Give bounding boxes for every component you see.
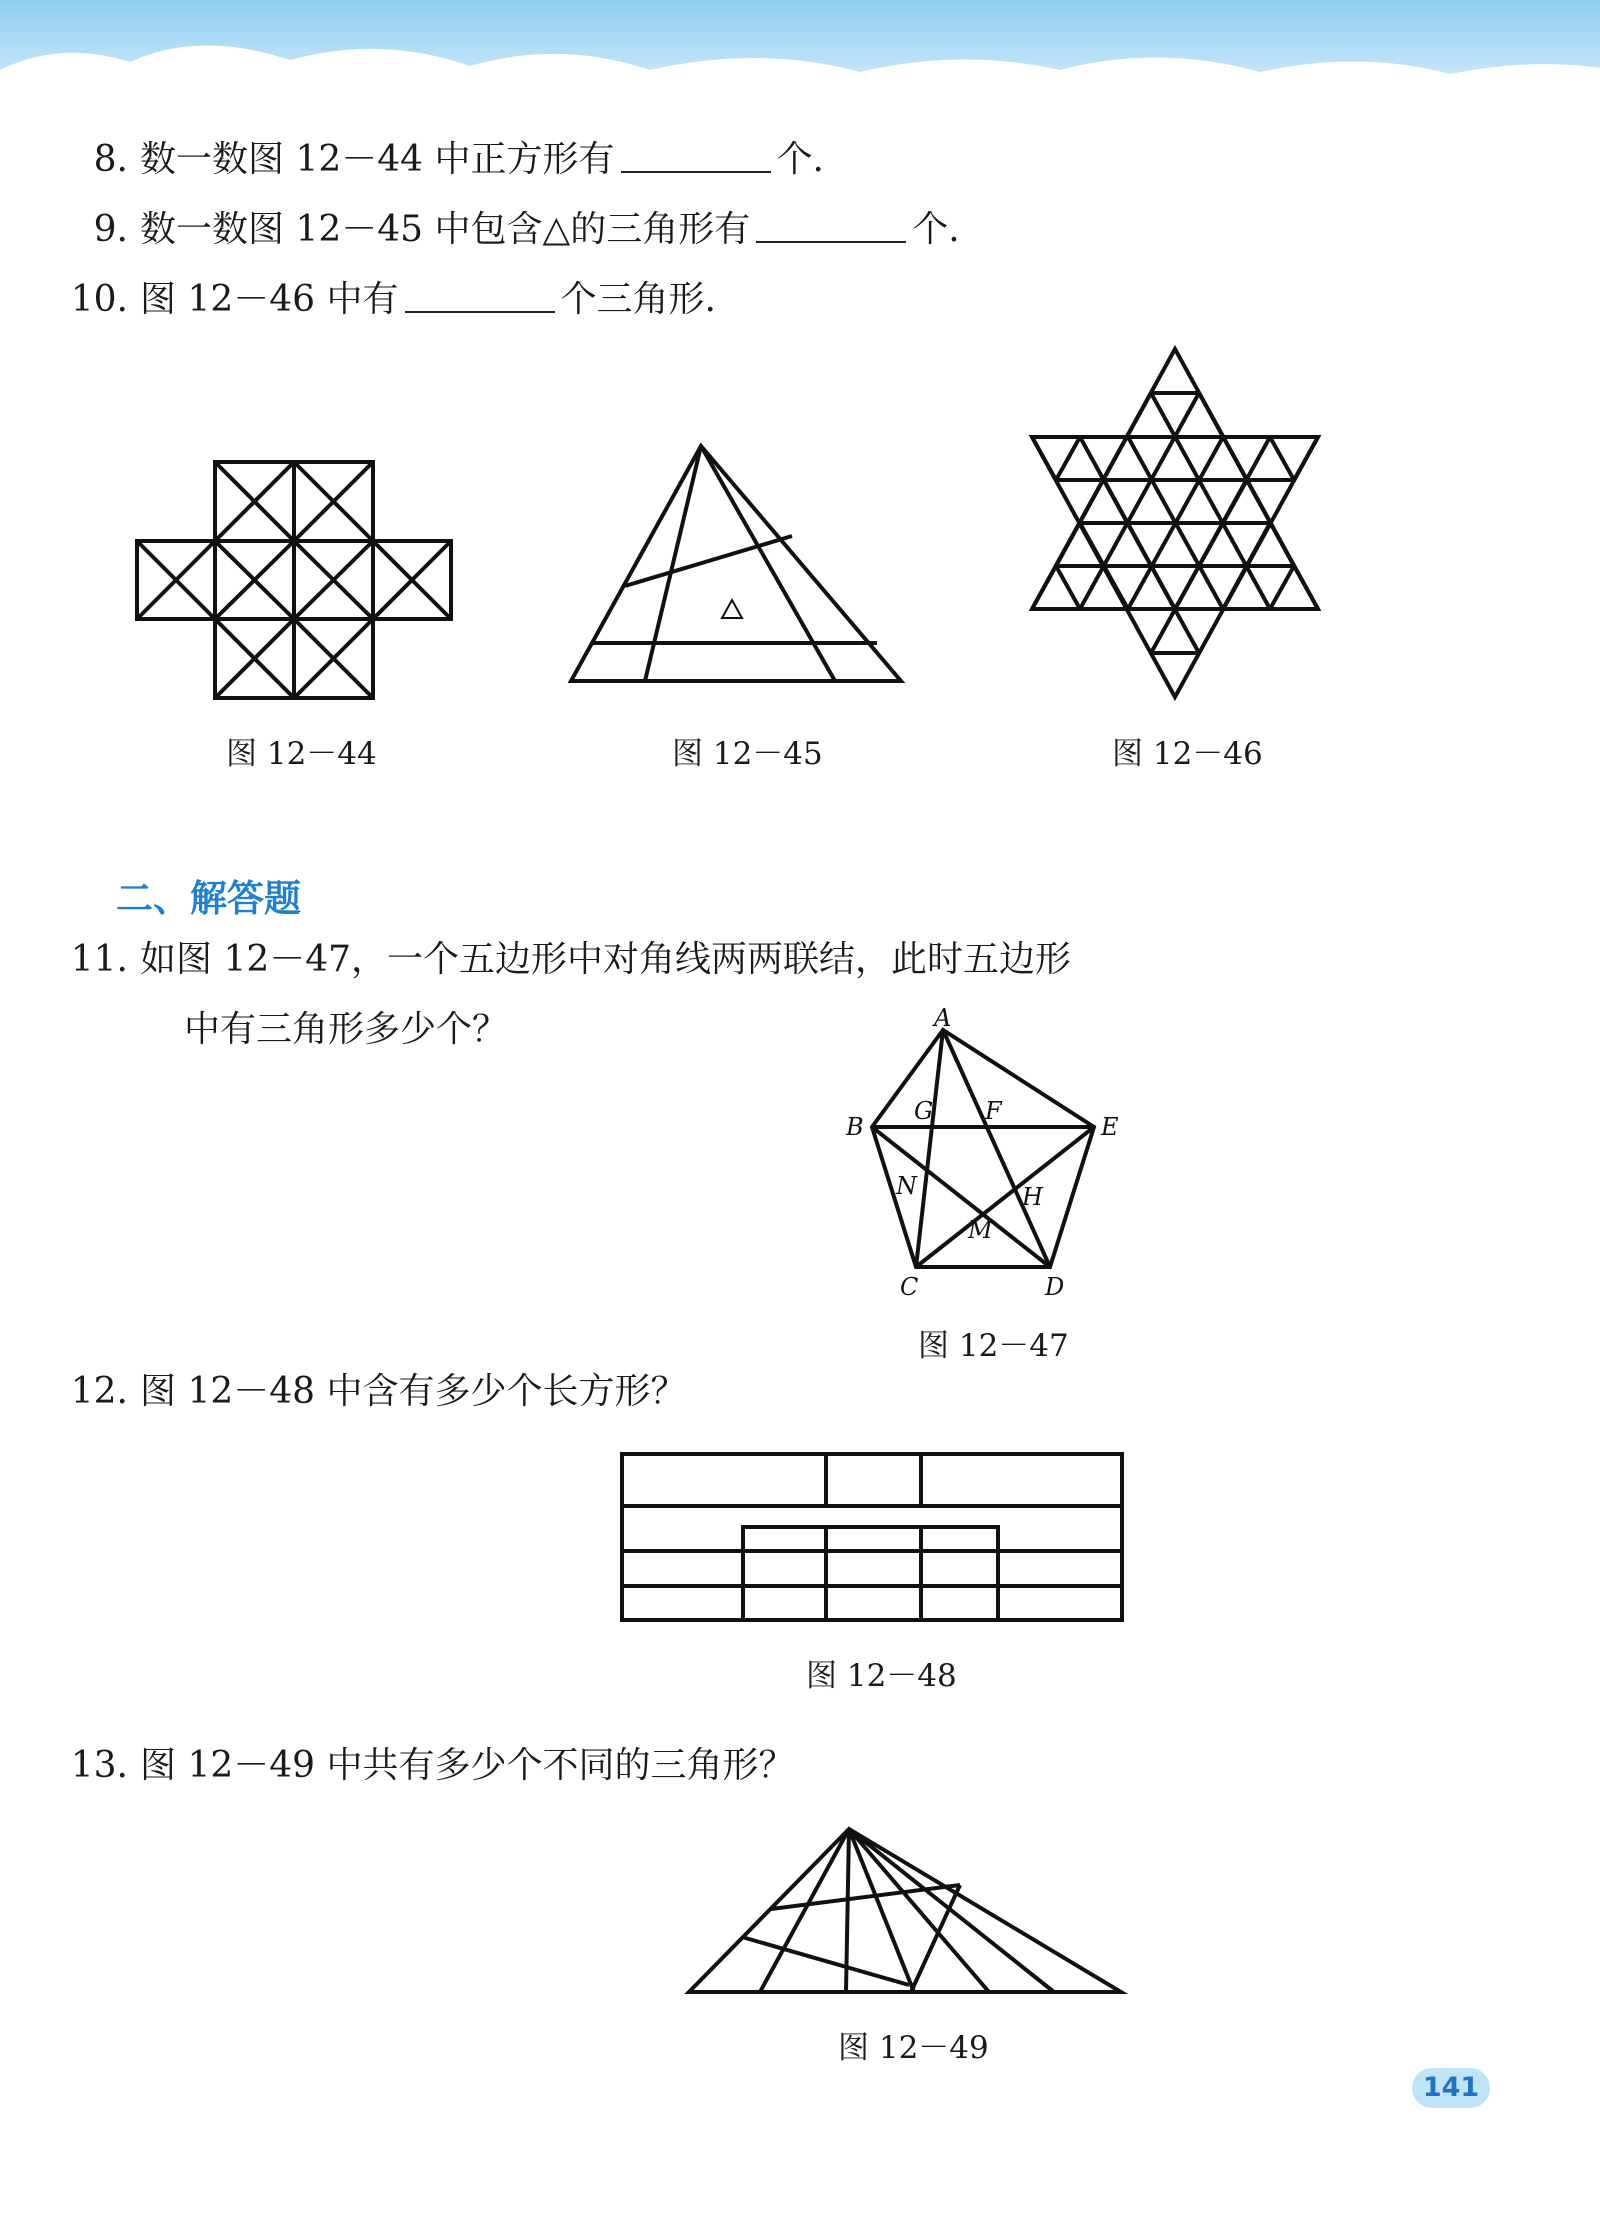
answer-blank[interactable] <box>756 211 906 243</box>
figure-12-49 <box>684 1825 1124 2000</box>
problem-12 <box>62 1370 687 1414</box>
question-text-end: 个三角形. <box>560 279 716 320</box>
problem-11 <box>62 938 1071 982</box>
question-8 <box>62 138 824 182</box>
question-number: 10. <box>70 279 128 320</box>
figure-caption-12-48: 图 12－48 <box>806 1658 957 1694</box>
question-9 <box>62 208 960 252</box>
figure-12-48 <box>618 1450 1128 1630</box>
figure-12-44 <box>130 455 460 715</box>
answer-blank[interactable] <box>621 141 771 173</box>
problem-number: 13. <box>70 1745 128 1786</box>
triangle-marker-icon <box>720 598 744 620</box>
vertex-label-E: E <box>1101 1113 1119 1141</box>
vertex-label-D: D <box>1045 1273 1065 1301</box>
point-label-H: H <box>1022 1183 1043 1211</box>
question-number: 8. <box>93 139 128 180</box>
page-number: 141 <box>1412 2068 1490 2108</box>
point-label-M: M <box>968 1216 993 1244</box>
question-text-end: 个. <box>776 139 824 180</box>
problem-number: 11. <box>70 939 128 980</box>
question-text: 数一数图 12－44 中正方形有 <box>140 139 615 180</box>
point-label-F: F <box>985 1097 1002 1125</box>
vertex-label-C: C <box>900 1273 919 1301</box>
question-text: 数一数图 12－45 中包含△的三角形有 <box>140 209 751 250</box>
point-label-G: G <box>914 1097 934 1125</box>
problem-number: 12. <box>70 1371 128 1412</box>
question-number: 9. <box>93 209 128 250</box>
figure-caption-12-46: 图 12－46 <box>1112 736 1263 772</box>
figure-caption-12-47: 图 12－47 <box>918 1328 1069 1364</box>
problem-text: 图 12－48 中含有多少个长方形？ <box>140 1371 687 1412</box>
question-10 <box>62 278 716 322</box>
vertex-label-A: A <box>934 1004 952 1032</box>
figure-12-47 <box>840 1004 1130 1301</box>
figure-caption-12-49: 图 12－49 <box>838 2030 989 2066</box>
figure-12-45 <box>565 440 905 690</box>
problem-text: 图 12－49 中共有多少个不同的三角形？ <box>140 1745 795 1786</box>
question-text-end: 个. <box>912 209 960 250</box>
point-label-N: N <box>896 1172 917 1200</box>
figure-caption-12-45: 图 12－45 <box>672 736 823 772</box>
vertex-label-B: B <box>846 1113 864 1141</box>
header-cloud-banner <box>0 0 1600 120</box>
problem-11-line2: 中有三角形多少个？ <box>184 1009 509 1050</box>
answer-blank[interactable] <box>405 281 555 313</box>
problem-13 <box>62 1744 795 1788</box>
figure-12-46 <box>1025 345 1325 705</box>
section-title: 二、解答题 <box>116 877 301 920</box>
figure-caption-12-44: 图 12－44 <box>226 736 377 772</box>
problem-text: 如图 12－47，一个五边形中对角线两两联结，此时五边形 <box>140 939 1072 980</box>
question-text: 图 12－46 中有 <box>140 279 399 320</box>
